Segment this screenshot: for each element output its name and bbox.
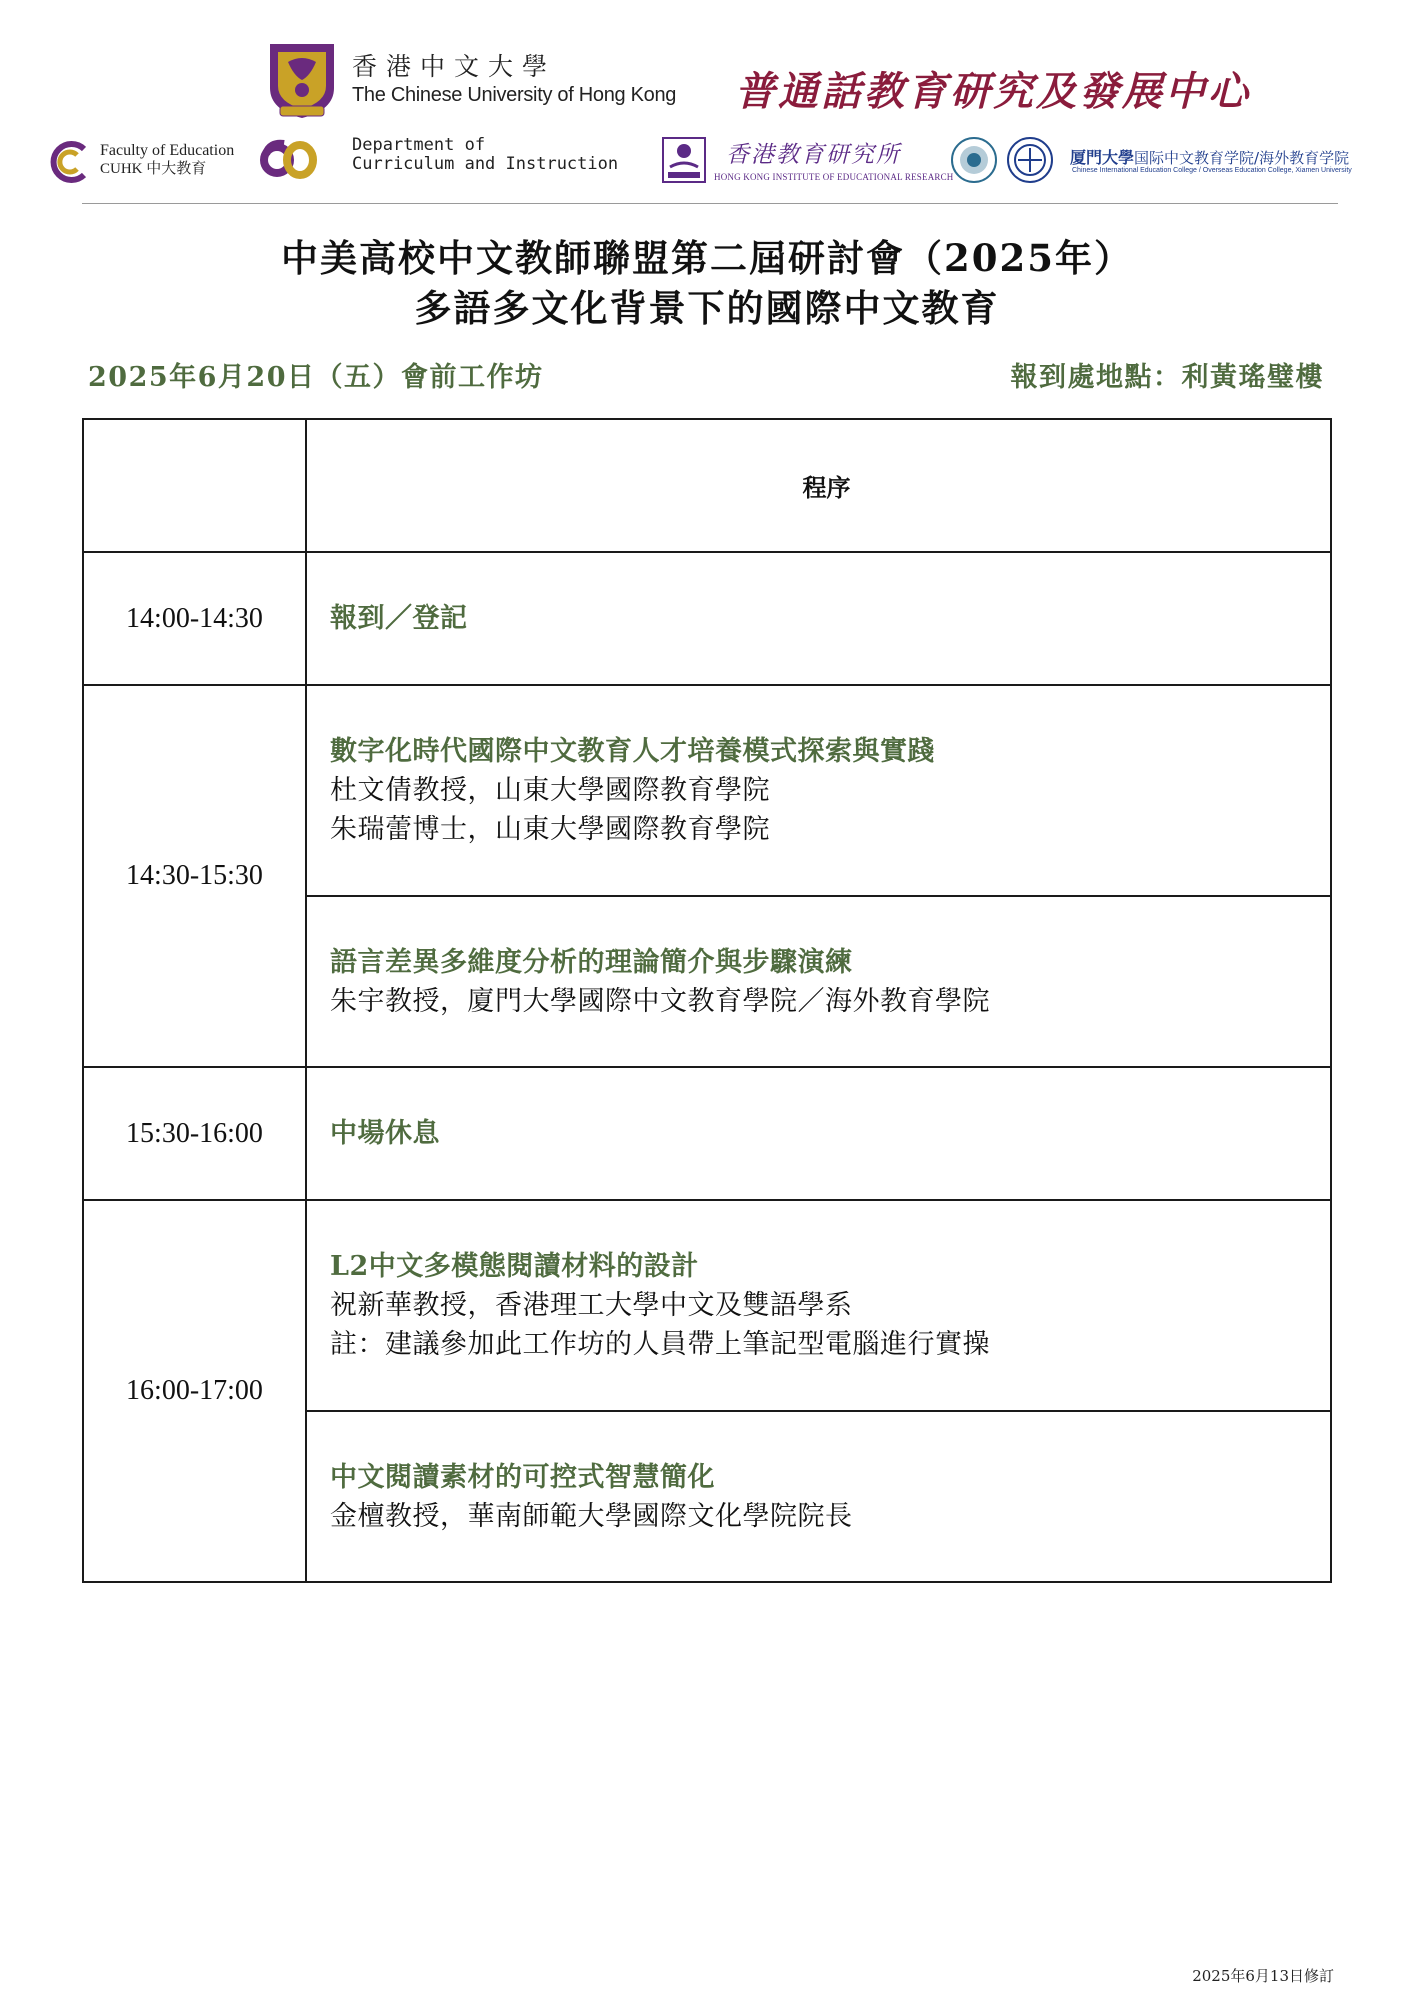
speaker-line: 金檀教授，華南師範大學國際文化學院院長 bbox=[330, 1501, 853, 1532]
putonghua-centre-logo: 普通話教育研究及發展中心 bbox=[735, 68, 1251, 115]
time-cell: 14:30-15:30 bbox=[83, 685, 306, 1067]
faculty-of-education-label bbox=[100, 141, 234, 179]
cuhk-name-en: The Chinese University of Hong Kong bbox=[352, 84, 677, 106]
workshop-date: 2025年6月20日（五）會前工作坊 bbox=[88, 362, 544, 393]
time-column-header bbox=[83, 419, 306, 552]
xmu-university-seal-icon bbox=[1006, 136, 1054, 184]
programme-title: 中場休息 bbox=[330, 1118, 440, 1149]
session-title: 數字化時代國際中文教育人才培養模式探索與實踐 bbox=[330, 736, 935, 767]
programme-cell bbox=[306, 552, 1331, 685]
programme-cell bbox=[306, 685, 1331, 896]
department-line: Department of bbox=[352, 135, 486, 155]
programme-column-header: 程序 bbox=[306, 419, 1331, 552]
programme-cell bbox=[306, 896, 1331, 1067]
cuhk-name bbox=[352, 52, 676, 107]
page-title: 中美高校中文教師聯盟第二屆研討會（2025年） bbox=[281, 236, 1133, 280]
programme-title: 報到／登記 bbox=[330, 603, 468, 634]
header-divider bbox=[82, 203, 1338, 204]
time-cell: 14:00-14:30 bbox=[83, 552, 306, 685]
table-row bbox=[83, 552, 1331, 685]
table-row bbox=[83, 1200, 1331, 1411]
programme-cell bbox=[306, 1411, 1331, 1582]
revision-date: 2025年6月13日修訂 bbox=[1192, 1967, 1334, 1985]
xmu-college-name: 国际中文教育学院/海外教育学院 bbox=[1134, 149, 1350, 167]
faculty-line: Faculty of Education bbox=[100, 142, 235, 159]
registration-venue: 報到處地點：利黃瑤璧樓 bbox=[1010, 362, 1324, 393]
speaker-line: 朱瑞蕾博士，山東大學國際教育學院 bbox=[330, 814, 770, 845]
session-title: L2中文多模態閱讀材料的設計 bbox=[330, 1251, 699, 1282]
faculty-of-education-icon bbox=[44, 137, 94, 187]
speaker-line: 祝新華教授，香港理工大學中文及雙語學系 bbox=[330, 1290, 853, 1321]
xmu-college-seal-icon bbox=[950, 136, 998, 184]
programme-cell bbox=[306, 1067, 1331, 1200]
xmu-university-name: 厦門大學 bbox=[1070, 148, 1135, 167]
session-title: 中文閱讀素材的可控式智慧簡化 bbox=[330, 1462, 715, 1493]
programme-cell bbox=[306, 1200, 1331, 1411]
faculty-cuhk-line: CUHK 中大教育 bbox=[100, 161, 207, 177]
table-row bbox=[83, 1067, 1331, 1200]
sixtieth-anniversary-logo bbox=[260, 138, 318, 182]
cuhk-crest-logo bbox=[262, 40, 342, 120]
hkier-icon bbox=[662, 137, 706, 183]
speaker-line: 杜文倩教授，山東大學國際教育學院 bbox=[330, 775, 770, 806]
cuhk-name-zh: 香港中文大學 bbox=[352, 52, 557, 81]
table-row bbox=[83, 685, 1331, 896]
schedule-table bbox=[82, 418, 1332, 1583]
xmu-name-en: Chinese International Education College / Overseas Education College, Xiamen University bbox=[1072, 167, 1352, 174]
department-name: Curriculum and Instruction bbox=[352, 154, 619, 174]
table-header-row bbox=[83, 419, 1331, 552]
session-title: 語言差異多維度分析的理論簡介與步驟演練 bbox=[330, 947, 853, 978]
note-line: 註：建議參加此工作坊的人員帶上筆記型電腦進行實操 bbox=[330, 1329, 990, 1360]
department-label bbox=[352, 136, 618, 174]
time-cell: 16:00-17:00 bbox=[83, 1200, 306, 1582]
page-subtitle: 多語多文化背景下的國際中文教育 bbox=[414, 286, 1000, 330]
time-cell: 15:30-16:00 bbox=[83, 1067, 306, 1200]
xmu-name-zh bbox=[1070, 145, 1349, 168]
hkier-name-en: HONG KONG INSTITUTE OF EDUCATIONAL RESEARCH bbox=[714, 172, 954, 182]
speaker-line: 朱宇教授，廈門大學國際中文教育學院／海外教育學院 bbox=[330, 986, 990, 1017]
hkier-name-zh: 香港教育研究所 bbox=[726, 142, 901, 168]
